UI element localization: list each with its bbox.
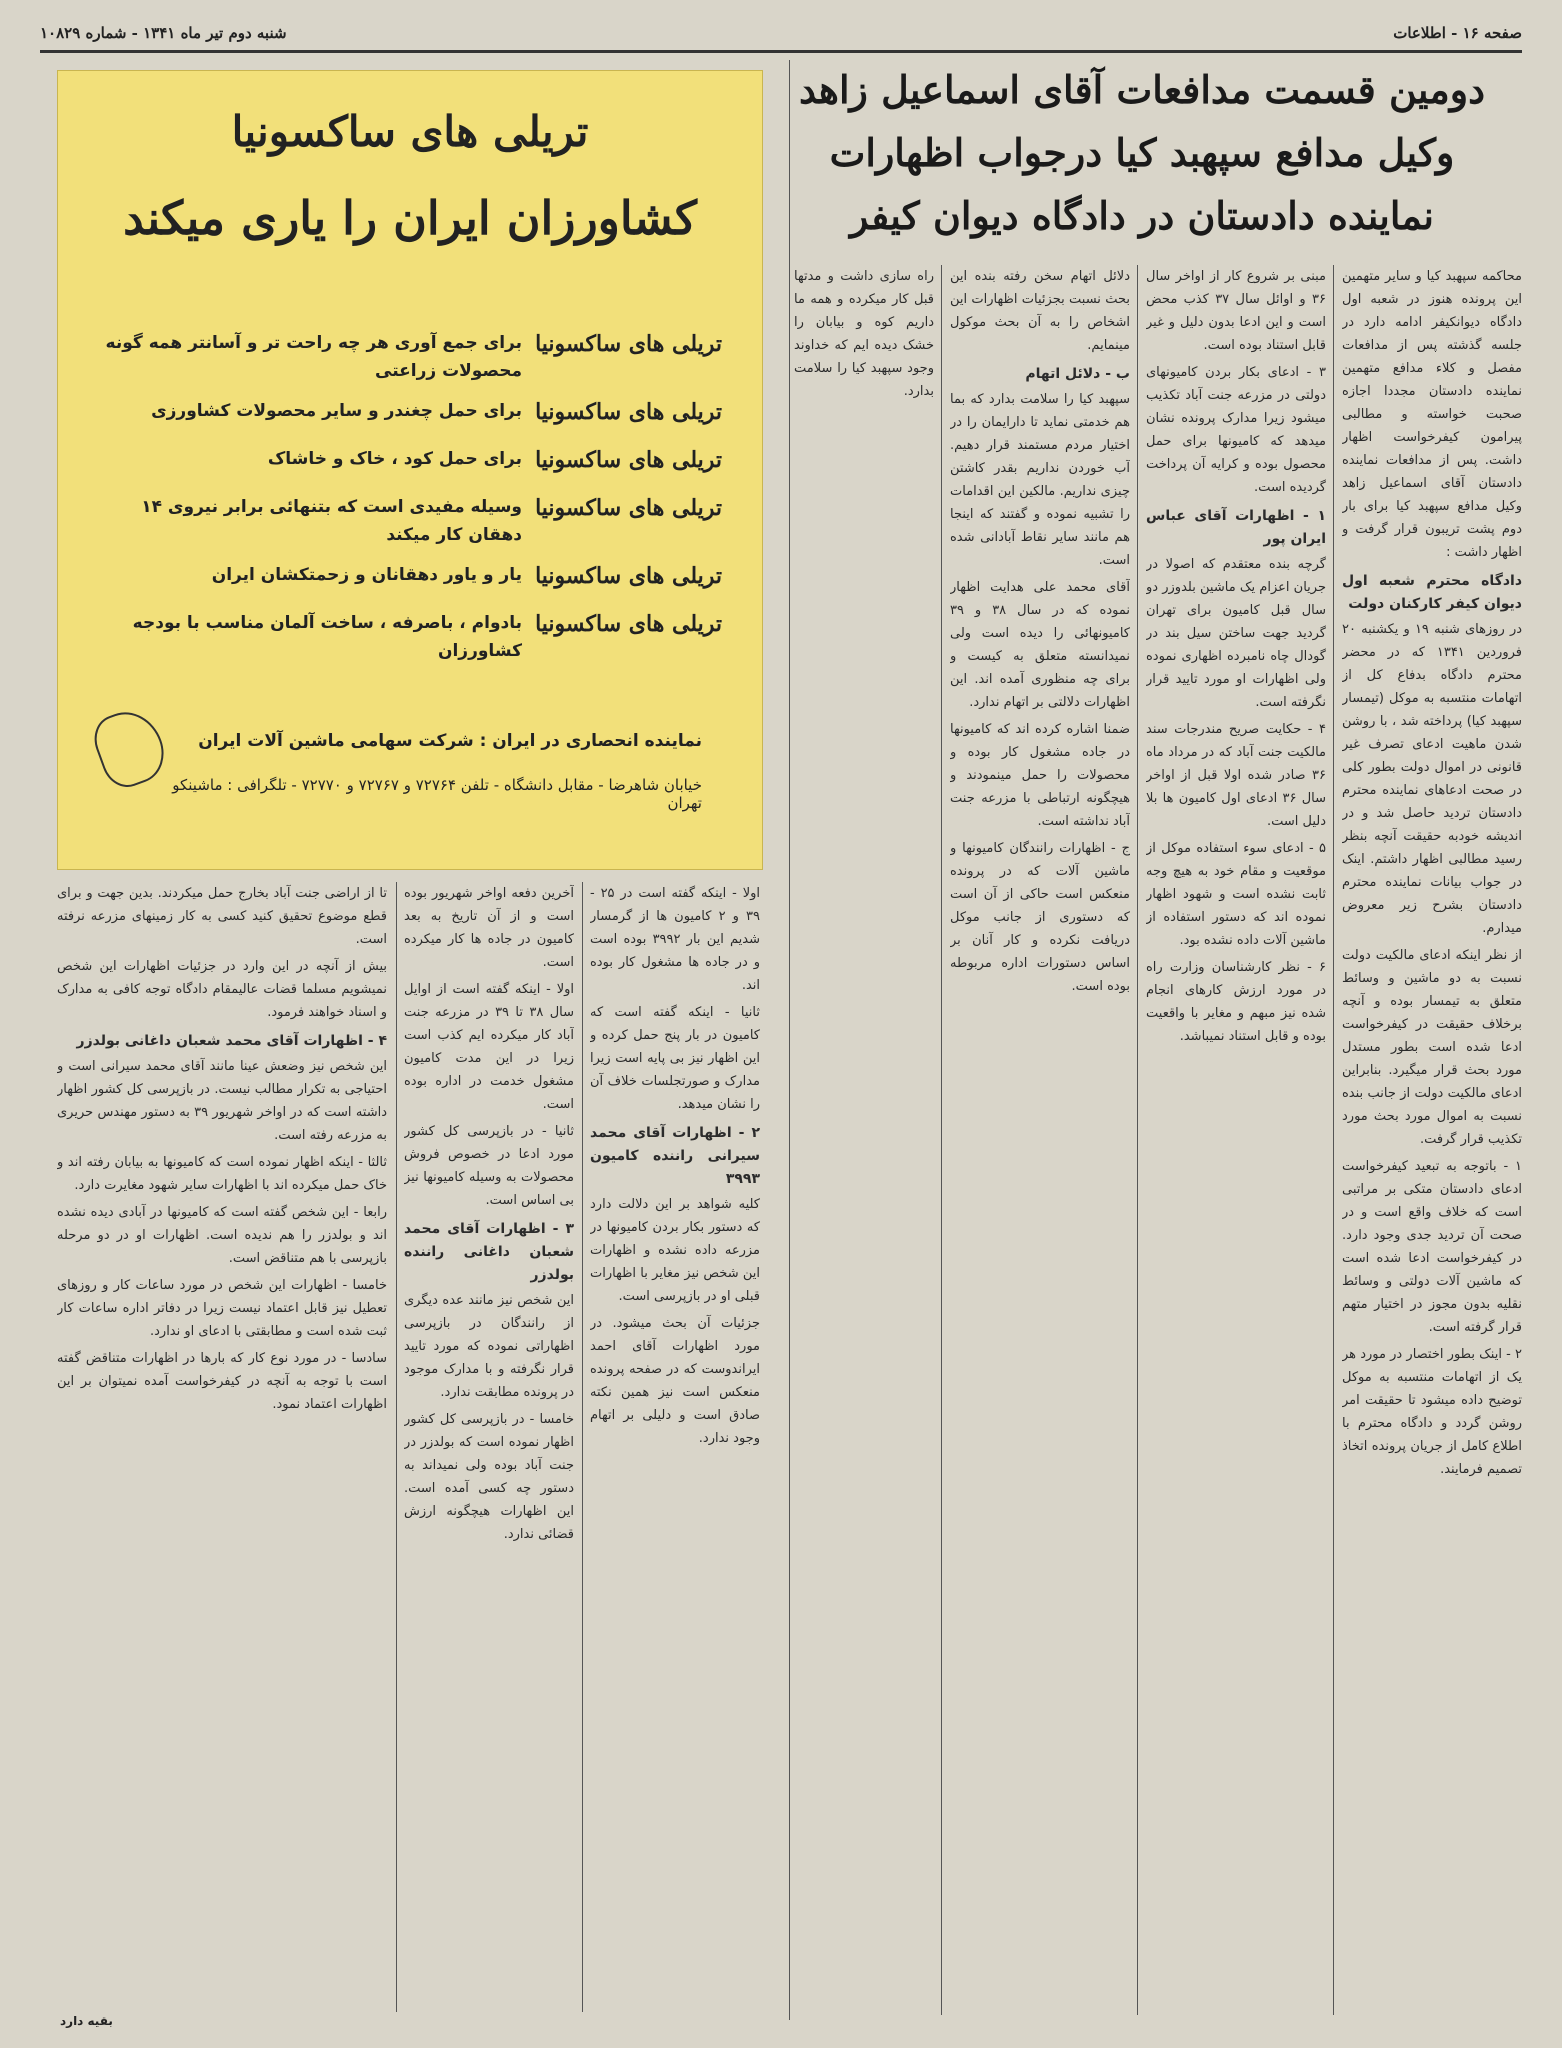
paragraph: خامسا - اظهارات این شخص در مورد ساعات کار و روزهای تعطیل نیز قابل اعتماد نیست زیرا در دفاتر اداره ساعات کار ثبت شده است و مطابقتی با ادعای او ندارد. — [57, 1278, 387, 1339]
paragraph: گرچه بنده معتقدم که اصولا در جریان اعزام یک ماشین بلدوزر دو سال قبل کامیون برای تهران گردید جهت ساختن سیل بند در گودال چاه نامبرده اظهاری نموده ولی اظهارات او مورد تایید قرار نگرفته است. — [1146, 557, 1326, 710]
main-headline — [762, 58, 1522, 258]
headline-line-2: وکیل مدافع سپهبد کیا درجواب اظهارات — [829, 130, 1455, 175]
ad-row — [98, 609, 722, 665]
paragraph: در روزهای شنبه ۱۹ و یکشنبه ۲۰ فروردین ۱۳۴۱ که در محضر محترم دادگاه بدفاع کل از اتهامات منتسبه به موکل (تیمسار سپهبد کیا) پرداخته شد ، با روشن شدن ماهیت ادعای تصرف غیر قانونی در اموال دولت بطور کلی در صحت ادعاهای نماینده محترم دادستان تردید حاصل شد و در اندیشه خودبه حقیقت آنچه بنظر رسید مطالبی اظهار داشتم. اینک در جواب بیانات نماینده محترم دادستان بشرح زیر معروض میدارم. — [1342, 622, 1522, 936]
ad-description: برای جمع آوری هر چه راحت تر و آسانتر همه گونه محصولات زراعتی — [105, 333, 522, 381]
column-divider — [1137, 265, 1138, 2015]
paragraph: سپهبد کیا را سلامت بدارد که بما هم خدمتی نماید تا دارایمان را در اختیار مردم مستمند قرار دهیم. آب خوردن نداریم بقدر کاشتن چیزی نداریم. مالکین این اقدامات را تشبیه نموده و گفتند که اینجا هم مانند سایر نقاط آبادانی شده است. — [950, 392, 1130, 568]
saxonia-trailer-advertisement — [57, 70, 763, 870]
paragraph: ۶ - نظر کارشناسان وزارت راه در مورد ارزش کارهای انجام شده نیز مبهم و مغایر با واقعیت بوده و قابل استناد نمیباشد. — [1146, 960, 1326, 1044]
article-column-2 — [1146, 265, 1326, 2015]
paragraph: اولا - اینکه گفته است در ۲۵ - ۳۹ و ۲ کامیون ها از گرمسار شدیم این بار ۳۹۹۲ بوده است و در جاده ها مشغول کار بوده اند. — [590, 886, 760, 993]
paragraph: خامسا - در بازپرسی کل کشور اظهار نموده است که بولدزر در جنت آباد بوده ولی نمیداند به دستور چه کسی آمده است. این اظهارات هیچگونه ارزش قضائی ندارد. — [404, 1412, 574, 1542]
paragraph: ۱ - باتوجه به تبعید کیفرخواست ادعای دادستان متکی بر مراتبی است که خلاف واقع است و در صحت آن تردید جدی وجود دارد. در کیفرخواست ادعا شده است که ماشین آلات دولتی و وسائط نقلیه بدون مجوز در اختیار متهم قرار گرفته است. — [1342, 1159, 1522, 1335]
article-column-1 — [1342, 265, 1522, 2015]
ad-description: برای حمل کود ، خاک و خاشاک — [267, 449, 522, 469]
paragraph: محاکمه سپهبد کیا و سایر متهمین این پرونده هنوز در شعبه اول دادگاه دیوانکیفر ادامه دارد در جلسه گذشته پس از مدافعات مفصل و کلاء مدافع متهمین نماینده دادستان مجددا اجازه صحبت خواسته و مطالبی پیرامون کیفرخواست اظهار داشت. پس از مدافعات نماینده دادستان آقای اسماعیل زاهد وکیل مدافع سپهبد کیا برای بار دوم پشت تریبون قرار گرفت و اظهار داشت : — [1342, 269, 1522, 560]
issue-date: شنبه دوم تیر ماه ۱۳۴۱ - شماره ۱۰۸۲۹ — [40, 24, 287, 42]
page-number: صفحه ۱۶ - اطلاعات — [1393, 24, 1522, 42]
paragraph: ۳ - ادعای بکار بردن کامیونهای دولتی در مزرعه جنت آباد تکذیب میشود زیرا مدارک پرونده نشان میدهد که کامیونها برای حمل محصول بوده و کرایه آن پرداخت گردیده است. — [1146, 365, 1326, 495]
paragraph: ج - اظهارات رانندگان کامیونها و ماشین آلات که در پرونده منعکس است حاکی از آن است که دستوری از جانب موکل دریافت نکرده و کار آنان بر اساس دستورات اداره مربوطه بوده است. — [950, 841, 1130, 994]
ad-title: تریلی های ساکسونیا — [231, 107, 589, 156]
article-column-3 — [950, 265, 1130, 2015]
paragraph: اولا - اینکه گفته است از اوایل سال ۳۸ تا ۳۹ در مزرعه جنت آباد کار میکرده ایم کذب است زیرا در این مدت کامیون مشغول خدمت در اداره بوده است. — [404, 982, 574, 1112]
ad-description: بادوام ، باصرفه ، ساخت آلمان مناسب با بودجه کشاورزان — [132, 613, 522, 661]
subheading: ۲ - اظهارات آقای محمد سیرانی راننده کامیون ۳۹۹۳ — [590, 1125, 760, 1187]
article-column-5 — [404, 882, 574, 2012]
ad-brand: تریلی های ساکسونیا — [535, 447, 722, 473]
article-column-6 — [57, 882, 387, 1992]
ad-row — [98, 561, 722, 597]
ad-subtitle: کشاورزان ایران را یاری میکند — [123, 191, 697, 245]
signature-mark-icon — [87, 702, 172, 793]
paragraph: ثانیا - در بازپرسی کل کشور مورد ادعا در خصوص فروش محصولات به وسیله کامیونها نیز بی اساس است. — [404, 1124, 574, 1208]
ad-address: خیابان شاهرضا - مقابل دانشگاه - تلفن ۷۲۷۶۴ و ۷۲۷۶۷ و ۷۲۷۷۰ - تلگرافی : ماشینکو تهران — [172, 776, 702, 812]
paragraph: این شخص نیز مانند عده دیگری از رانندگان در بازپرسی اظهاراتی نموده که مورد تایید قرار نگرفته و با مدارک موجود در پرونده مطابقت ندارد. — [404, 1293, 574, 1400]
headline-line-1: دومین قسمت مدافعات آقای اسماعیل زاهد — [798, 67, 1486, 112]
ad-brand: تریلی های ساکسونیا — [535, 331, 722, 357]
paragraph: دلائل اتهام سخن رفته بنده این بحث نسبت بجزئیات اظهارات این اشخاص را به آن بحث موکول مینمایم. — [950, 269, 1130, 353]
paragraph: آخرین دفعه اواخر شهریور بوده است و از آن تاریخ به بعد کامیون در جاده ها کار میکرده است. — [404, 886, 574, 970]
ad-description: برای حمل چغندر و سایر محصولات کشاورزی — [151, 401, 522, 421]
paragraph: از نظر اینکه ادعای مالکیت دولت نسبت به دو ماشین و وسائط متعلق به تیمسار بوده و آنچه برخلاف حقیقت در کیفرخواست ادعا شده است بطور مستدل مورد بحث قرار میگیرد. بنابراین ادعای مالکیت دولت از جانب بنده نسبت به اموال مورد بحث مورد تکذیب قرار گرفت. — [1342, 948, 1522, 1147]
paragraph: ثالثا - اینکه اظهار نموده است که کامیونها به بیابان رفته اند و خاک حمل میکرده اند با اظهارات سایر شهود مغایرت دارد. — [57, 1155, 387, 1193]
paragraph: سادسا - در مورد نوع کار که بارها در اظهارات متناقض گفته است با توجه به آنچه در کیفرخواست آمده نمیتوان بر این اظهارات اعتماد نمود. — [57, 1351, 387, 1412]
paragraph: آقای محمد علی هدایت اظهار نموده که در سال ۳۸ و ۳۹ کامیونهائی را دیده است ولی نمیدانسته متعلق به کیست و برای چه منظوری آمده اند. این اظهارات دلالتی بر اتهام ندارد. — [950, 580, 1130, 710]
paragraph: بیش از آنچه در این وارد در جزئیات اظهارات این شخص نمیشویم مسلما قضات عالیمقام دادگاه توجه کافی به مدارک و اسناد خواهند فرمود. — [57, 959, 387, 1020]
ad-brand: تریلی های ساکسونیا — [535, 399, 722, 425]
paragraph: رابعا - این شخص گفته است که کامیونها در آبادی دیده نشده اند و بولدزر را هم ندیده است. اظهارات او در دو مرحله بازپرسی با هم متناقض است. — [57, 1205, 387, 1266]
paragraph: این شخص نیز وضعش عینا مانند آقای محمد سیرانی است و احتیاجی به تکرار مطالب نیست. در بازپرسی کل کشور اظهار داشته است که در اواخر شهریور ۳۹ به دستور مهندس حریری به مزرعه رفته است. — [57, 1059, 387, 1143]
masthead — [40, 22, 1522, 53]
paragraph: کلیه شواهد بر این دلالت دارد که دستور بکار بردن کامیونها در مزرعه داده نشده و اظهارات این شخص نیز مغایر با اظهارات قبلی او در بازپرسی است. — [590, 1197, 760, 1304]
subheading: ۳ - اظهارات آقای محمد شعبان داغانی راننده بولدزر — [404, 1221, 574, 1283]
ad-description: یار و یاور دهقانان و زحمتکشان ایران — [211, 565, 522, 585]
column-divider — [789, 60, 790, 2020]
ad-brand: تریلی های ساکسونیا — [535, 611, 722, 637]
ad-row — [98, 329, 722, 385]
ad-brand: تریلی های ساکسونیا — [535, 495, 722, 521]
paragraph: ضمنا اشاره کرده اند که کامیونها در جاده مشغول کار بوده و محصولات را حمل مینمودند و هیچگونه ارتباطی با مزرعه جنت آباد نداشته است. — [950, 722, 1130, 829]
paragraph: ۲ - اینک بطور اختصار در مورد هر یک از اتهامات منتسبه به موکل توضیح داده میشود تا حقیقت امر روشن گردد و دادگاه محترم با اطلاع کامل از جریان پرونده اتخاذ تصمیم فرمایند. — [1342, 1347, 1522, 1477]
column-divider — [582, 882, 583, 2012]
paragraph: مبنی بر شروع کار از اواخر سال ۳۶ و اوائل سال ۳۷ کذب محض است و این ادعا بدون دلیل و غیر قابل استناد بوده است. — [1146, 269, 1326, 353]
subheading: ۴ - اظهارات آقای محمد شعبان داغانی بولدزر — [76, 1033, 387, 1049]
continued-note: بقیه دارد — [60, 2014, 113, 2028]
paragraph: راه سازی داشت و مدتها قبل کار میکرده و همه ما داریم کوه و بیابان را خشک دیده ایم که خداوند وجود سپهبد کیا را سلامت بدارد. — [794, 269, 934, 399]
subheading: دادگاه محترم شعبه اول دیوان کیفر کارکنان دولت — [1342, 573, 1522, 612]
subheading: ۱ - اظهارات آقای عباس ایران پور — [1146, 508, 1326, 547]
paragraph: ۴ - حکایت صریح مندرجات سند مالکیت جنت آباد که در مرداد ماه ۳۶ صادر شده اولا قبل از اواخر سال ۳۶ ادعای اول کامیون ها بلا دلیل است. — [1146, 722, 1326, 829]
ad-row — [98, 397, 722, 433]
paragraph: ثانیا - اینکه گفته است که کامیون در بار پنج حمل کرده و این اظهار نیز بی پایه است زیرا مدارک و صورتجلسات خلاف آن را نشان میدهد. — [590, 1005, 760, 1112]
subheading: ب - دلائل اتهام — [1025, 366, 1130, 382]
headline-line-3: نماینده دادستان در دادگاه دیوان کیفر — [850, 193, 1434, 238]
ad-description: وسیله مفیدی است که بتنهائی برابر نیروی ۱۴ دهقان کار میکند — [141, 497, 522, 545]
ad-row — [98, 493, 722, 549]
ad-row — [98, 445, 722, 481]
ad-representative: نماینده انحصاری در ایران : شرکت سهامی ماشین آلات ایران — [198, 731, 702, 751]
ad-brand: تریلی های ساکسونیا — [535, 563, 722, 589]
column-divider — [941, 265, 942, 2015]
paragraph: جزئیات آن بحث میشود. در مورد اظهارات آقای احمد ایراندوست که در صفحه پرونده منعکس است نیز همین نکته صادق است و دلیلی بر اتهام وجود ندارد. — [590, 1316, 760, 1446]
column-divider — [396, 882, 397, 2012]
article-column-4 — [590, 882, 760, 2012]
paragraph: ۵ - ادعای سوء استفاده موکل از موقعیت و مقام خود به هیچ وجه ثابت نشده است و شهود اظهار نموده اند که دستور استفاده از ماشین آلات داده نشده بود. — [1146, 841, 1326, 948]
paragraph: تا از اراضی جنت آباد بخارج حمل میکردند. بدین جهت و برای قطع موضوع تحقیق کنید کسی به کار زمینهای مزرعه نرفته است. — [57, 886, 387, 947]
column-divider — [1333, 265, 1334, 2015]
ad-rows — [98, 329, 722, 677]
article-column-4-top — [794, 265, 934, 2015]
